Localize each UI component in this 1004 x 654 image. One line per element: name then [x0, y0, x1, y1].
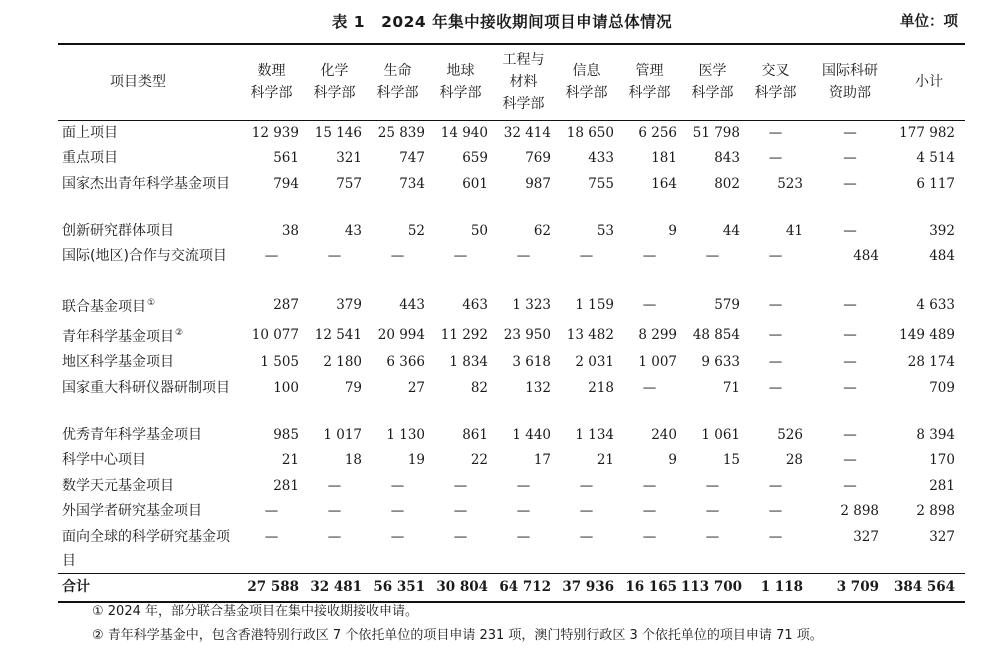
table-cell: —: [768, 124, 783, 141]
row-label: [58, 244, 240, 291]
table-cell: 747: [399, 150, 425, 166]
table-cell: 8 299: [638, 326, 677, 343]
subtotal-cell: 327: [929, 528, 955, 545]
table-cell: 802: [714, 175, 740, 192]
table-cell: 1 061: [701, 426, 740, 443]
footnote: ② 青年科学基金中，包含香港特别行政区 7 个依托单位的项目申请 231 项，澳门特别行政区 3 个依托单位的项目申请 71 项。: [92, 628, 823, 643]
table-cell: —: [327, 503, 342, 519]
table-cell: 12 939: [251, 124, 299, 141]
table-cell: —: [453, 248, 468, 264]
subtotal-cell: 484: [929, 248, 955, 264]
table-cell: —: [843, 297, 857, 313]
table-cell: 1 834: [449, 354, 488, 370]
table-cell: —: [516, 503, 531, 519]
table-cell: 28: [785, 452, 803, 468]
table-cell: 22: [470, 452, 488, 468]
table-row: [58, 321, 965, 351]
table-row: [58, 120, 965, 146]
table-cell: 240: [651, 426, 677, 443]
table-cell: 769: [525, 150, 551, 166]
table-cell: 327: [853, 528, 879, 545]
table-cell: 1 440: [512, 426, 551, 443]
table-cell: 843: [714, 150, 740, 166]
table-title: 表 1 2024 年集中接收期间项目申请总体情况: [331, 13, 673, 31]
table-cell: —: [705, 248, 720, 264]
table-cell: —: [579, 248, 594, 264]
table-cell: 44: [722, 222, 740, 239]
table-cell: 9: [668, 222, 677, 239]
row-label: [58, 573, 240, 602]
table-cell: —: [390, 248, 405, 264]
table-row: [58, 525, 965, 574]
application-summary-table: [58, 43, 965, 603]
header-row: [58, 44, 965, 120]
table-cell: 23 950: [503, 326, 551, 343]
row-label-text: 联合基金项目: [62, 299, 146, 315]
table-cell: —: [843, 150, 857, 166]
table-row: [58, 146, 965, 172]
unit-label: 单位：项: [900, 14, 958, 30]
column-header: 医学 科学部: [681, 44, 744, 120]
table-cell: 755: [588, 175, 614, 192]
table-cell: —: [642, 248, 657, 264]
row-label: [58, 146, 240, 172]
footnote-marker: ②: [175, 327, 184, 338]
column-header: 工程与 材料 科学部: [492, 44, 555, 120]
table-cell: 1 323: [512, 297, 551, 313]
table-row: [58, 376, 965, 423]
table-cell: 11 292: [440, 326, 488, 343]
table-cell: 1 134: [575, 426, 614, 443]
table-cell: —: [843, 175, 857, 192]
column-header: 国际科研 资助部: [807, 44, 893, 120]
table-cell: —: [768, 477, 783, 494]
row-label: [58, 172, 240, 219]
table-cell: 13 482: [566, 326, 614, 343]
table-cell: —: [768, 248, 783, 264]
table-cell: 82: [470, 379, 488, 396]
table-cell: —: [768, 503, 783, 519]
table-cell: 2 031: [575, 354, 614, 370]
table-cell: 15 146: [314, 124, 362, 141]
table-cell: —: [453, 477, 468, 494]
table-cell: —: [768, 528, 783, 545]
table-cell: 443: [399, 297, 425, 313]
table-cell: —: [768, 326, 783, 343]
table-cell: —: [264, 248, 279, 264]
row-label: [58, 350, 240, 376]
row-label: [58, 499, 240, 525]
table-cell: 113 700: [681, 573, 744, 602]
table-row: [58, 291, 965, 321]
row-label: [58, 525, 240, 574]
table-caption: [0, 6, 1004, 36]
table-cell: 30 804: [429, 573, 492, 602]
table-cell: 62: [533, 222, 551, 239]
table-cell: —: [327, 528, 342, 545]
footnotes: [92, 600, 823, 648]
row-label-text: 优秀青年科学基金项目: [62, 426, 202, 443]
table-cell: —: [579, 503, 594, 519]
table-cell: —: [516, 248, 531, 264]
subtotal-cell: 281: [929, 477, 955, 494]
table-cell: 463: [462, 297, 488, 313]
table-cell: —: [843, 426, 857, 443]
table-cell: 16 165: [618, 573, 681, 602]
table-row: [58, 219, 965, 245]
subtotal-cell: 6 117: [916, 175, 955, 192]
column-header: 管理 科学部: [618, 44, 681, 120]
column-header: 交叉 科学部: [744, 44, 807, 120]
table-cell: 37 936: [555, 573, 618, 602]
table-cell: 1 159: [575, 297, 614, 313]
table-cell: —: [390, 528, 405, 545]
row-label: [58, 120, 240, 146]
table-cell: 19: [407, 452, 425, 468]
column-header: 小计: [893, 44, 965, 120]
subtotal-cell: 384 564: [893, 573, 965, 602]
subtotal-cell: 709: [929, 379, 955, 396]
footnote: ① 2024 年，部分联合基金项目在集中接收期接收申请。: [92, 604, 419, 619]
table-cell: 51 798: [692, 124, 740, 141]
table-cell: 56 351: [366, 573, 429, 602]
table-cell: —: [642, 297, 657, 313]
total-row: [58, 573, 965, 602]
row-label: [58, 291, 240, 321]
table-cell: —: [843, 354, 857, 370]
table-cell: 987: [525, 175, 551, 192]
table-cell: —: [264, 503, 279, 519]
table-cell: 52: [407, 222, 425, 239]
column-header: 化学 科学部: [303, 44, 366, 120]
table-cell: —: [843, 379, 857, 396]
table-row: [58, 499, 965, 525]
table-cell: 50: [470, 222, 488, 239]
table-body: [58, 120, 965, 602]
table-cell: 6 366: [386, 354, 425, 370]
table-cell: —: [705, 528, 720, 545]
subtotal-cell: 170: [929, 452, 955, 468]
table-cell: —: [705, 503, 720, 519]
table-cell: 15: [722, 452, 740, 468]
table-cell: 861: [462, 426, 488, 443]
table-cell: —: [327, 477, 342, 494]
table-cell: 659: [462, 150, 488, 166]
subtotal-cell: 4 514: [916, 150, 955, 166]
table-cell: —: [453, 503, 468, 519]
table-cell: 32 414: [503, 124, 551, 141]
table-row: [58, 474, 965, 500]
table-cell: 1 007: [638, 354, 677, 370]
table-row: [58, 448, 965, 474]
table-cell: 601: [462, 175, 488, 192]
table-cell: —: [453, 528, 468, 545]
table-row: [58, 350, 965, 376]
table-row: [58, 244, 965, 291]
row-label-text: 数学天元基金项目: [62, 477, 174, 494]
table-cell: 9: [668, 452, 677, 468]
table-cell: 17: [533, 452, 551, 468]
footnote-marker: ①: [147, 298, 156, 308]
table-cell: 2 898: [840, 503, 879, 519]
table-cell: 9 633: [701, 354, 740, 370]
column-header: 信息 科学部: [555, 44, 618, 120]
table-cell: —: [843, 222, 857, 239]
table-cell: 100: [273, 379, 299, 396]
row-label-text: 面上项目: [62, 124, 118, 141]
column-header: 地球 科学部: [429, 44, 492, 120]
table-cell: 164: [651, 175, 677, 192]
subtotal-cell: 8 394: [916, 426, 955, 443]
row-label-text: 国家杰出青年科学基金项目: [62, 175, 230, 192]
row-label-text: 重点项目: [62, 150, 118, 166]
row-label: [58, 219, 240, 245]
table-cell: 12 541: [314, 326, 362, 343]
table-cell: —: [843, 124, 857, 141]
row-label: [58, 376, 240, 423]
table-cell: 43: [344, 222, 362, 239]
table-cell: 20 994: [377, 326, 425, 343]
subtotal-cell: 392: [929, 222, 955, 239]
table-cell: 38: [281, 222, 299, 239]
table-cell: 6 256: [638, 124, 677, 141]
table-cell: 321: [336, 150, 362, 166]
column-header: 数理 科学部: [240, 44, 303, 120]
table-cell: 1 505: [260, 354, 299, 370]
row-label-text: 外国学者研究基金项目: [62, 503, 202, 519]
table-cell: —: [642, 503, 657, 519]
table-cell: 379: [336, 297, 362, 313]
table-cell: 1 118: [744, 573, 807, 602]
table-cell: —: [516, 477, 531, 494]
table-cell: 526: [777, 426, 803, 443]
table-cell: —: [768, 379, 783, 396]
table-cell: —: [327, 248, 342, 264]
subtotal-cell: 2 898: [916, 503, 955, 519]
row-label-text: 地区科学基金项目: [62, 354, 174, 370]
row-label: [58, 423, 240, 449]
table-cell: —: [579, 528, 594, 545]
table-cell: 3 709: [807, 573, 893, 602]
table-cell: 27: [407, 379, 425, 396]
table-cell: —: [705, 477, 720, 494]
table-cell: 32 481: [303, 573, 366, 602]
table-cell: —: [768, 297, 783, 313]
column-header: 生命 科学部: [366, 44, 429, 120]
table-cell: 64 712: [492, 573, 555, 602]
table-cell: 181: [651, 150, 677, 166]
row-label-text: 创新研究群体项目: [62, 222, 174, 239]
table-cell: 757: [336, 175, 362, 192]
table-cell: 53: [596, 222, 614, 239]
table-cell: —: [642, 379, 657, 396]
subtotal-cell: 4 633: [916, 297, 955, 313]
table-cell: 2 180: [323, 354, 362, 370]
table-cell: 71: [722, 379, 740, 396]
table-cell: —: [843, 326, 857, 343]
table-row: [58, 172, 965, 219]
row-label: [58, 448, 240, 474]
table-cell: 561: [273, 150, 299, 166]
table-cell: 523: [777, 175, 803, 192]
table-cell: 27 588: [240, 573, 303, 602]
table-cell: 10 077: [251, 326, 299, 343]
subtotal-cell: 149 489: [899, 326, 955, 343]
table-cell: —: [264, 528, 279, 545]
table-row: [58, 423, 965, 449]
table-cell: 579: [714, 297, 740, 313]
table-cell: —: [768, 150, 783, 166]
table-cell: —: [642, 477, 657, 494]
table-cell: —: [390, 477, 405, 494]
table-cell: 1 130: [386, 426, 425, 443]
table-cell: 21: [281, 452, 299, 468]
table-cell: —: [579, 477, 594, 494]
row-label-text: 科学中心项目: [62, 452, 146, 468]
table-cell: —: [642, 528, 657, 545]
row-label: [58, 474, 240, 500]
row-label-text: 合计: [62, 578, 90, 595]
table-cell: 48 854: [692, 326, 740, 343]
row-label: [58, 321, 240, 351]
table-cell: —: [843, 452, 857, 468]
table-cell: 14 940: [440, 124, 488, 141]
row-label-text: 国家重大科研仪器研制项目: [62, 379, 230, 396]
table-cell: 25 839: [377, 124, 425, 141]
table-cell: 985: [273, 426, 299, 443]
table-cell: 1 017: [323, 426, 362, 443]
row-label-text: 面向全球的科学研究基金项目: [62, 528, 230, 569]
table-cell: 734: [399, 175, 425, 192]
header-project-type: 项目类型: [58, 44, 240, 120]
table-cell: —: [390, 503, 405, 519]
table-cell: 433: [588, 150, 614, 166]
subtotal-cell: 177 982: [899, 124, 955, 141]
table-cell: 21: [596, 452, 614, 468]
row-label-text: 青年科学基金项目: [62, 328, 174, 345]
table-cell: 794: [273, 175, 299, 192]
table-cell: 79: [344, 379, 362, 396]
row-label-text: 国际(地区)合作与交流项目: [62, 248, 227, 264]
table-cell: —: [843, 477, 857, 494]
table-cell: 218: [588, 379, 614, 396]
table-cell: 18 650: [566, 124, 614, 141]
table-cell: 41: [785, 222, 803, 239]
table-cell: 287: [273, 297, 299, 313]
table-cell: 18: [344, 452, 362, 468]
table-cell: —: [768, 354, 783, 370]
table-cell: 281: [273, 477, 299, 494]
table-cell: 3 618: [512, 354, 551, 370]
subtotal-cell: 28 174: [907, 354, 955, 370]
table-cell: —: [516, 528, 531, 545]
table-cell: 484: [853, 248, 879, 264]
table-cell: 132: [525, 379, 551, 396]
